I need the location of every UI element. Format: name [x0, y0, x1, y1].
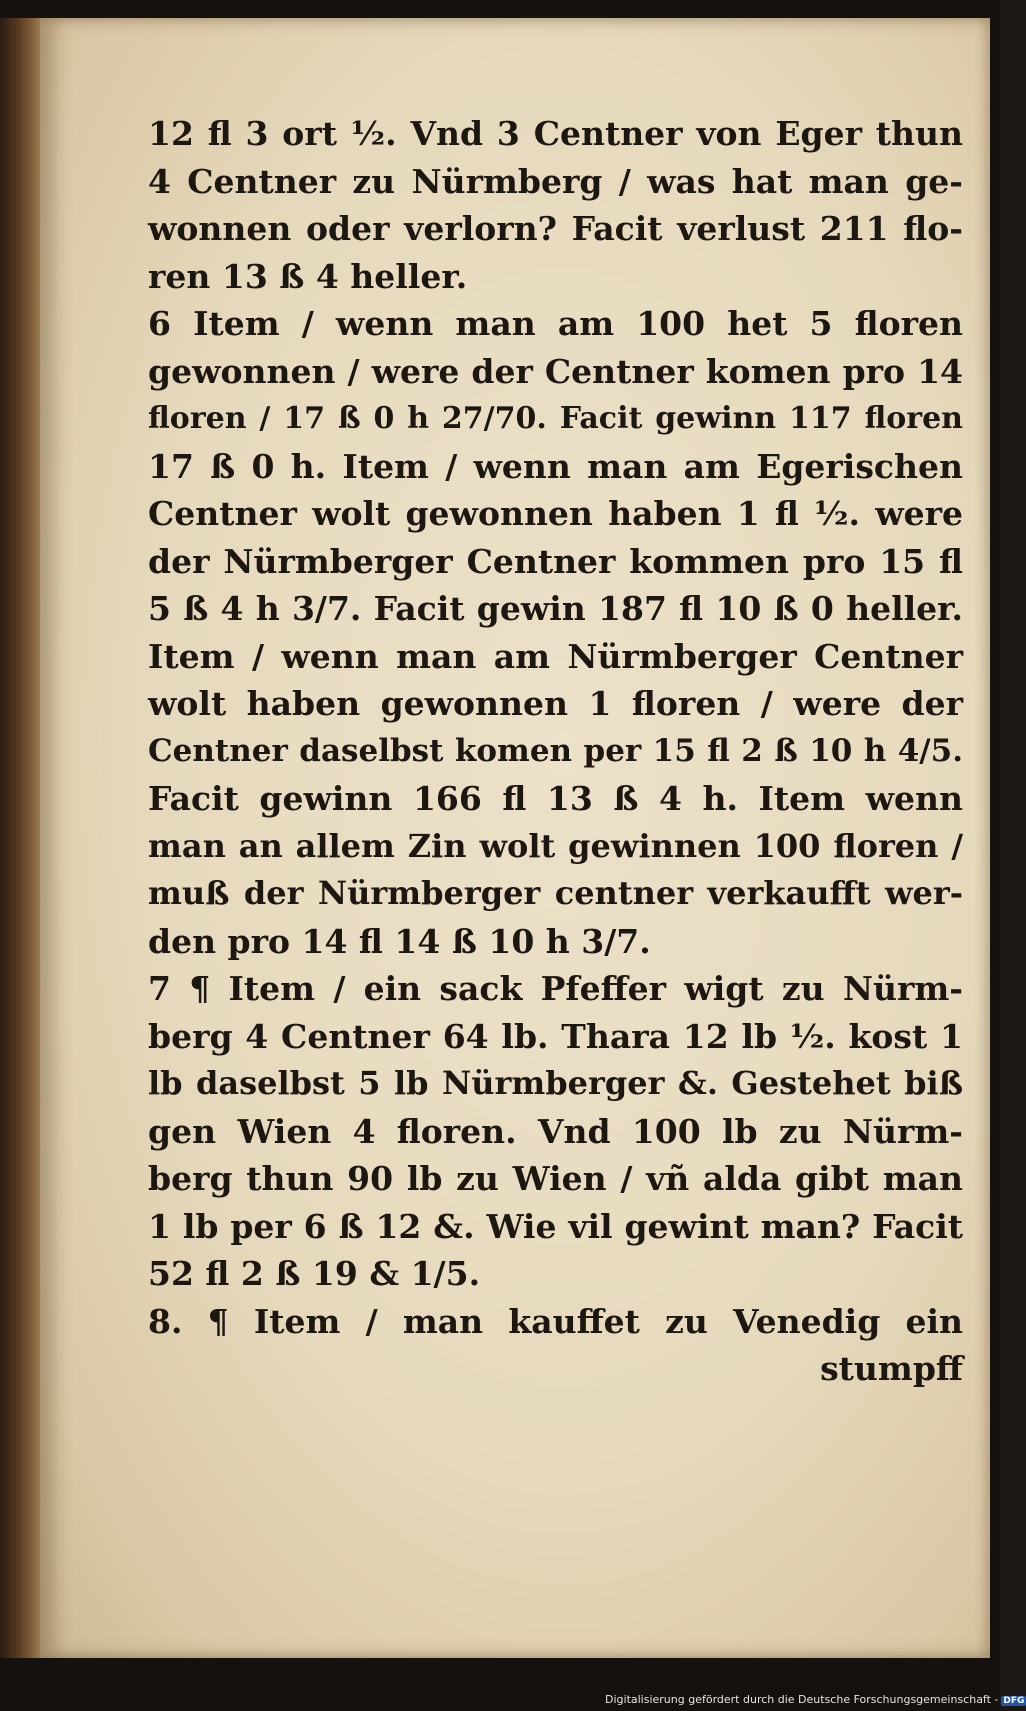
text-line: man an allem Zin wolt gewinnen 100 floren / [148, 826, 963, 865]
text-line: 8. ¶ Item / man kauffet zu Venedig ein [148, 1301, 963, 1341]
book-spine [0, 18, 44, 1658]
text-line: ren 13 ß 4 heller. [148, 256, 468, 296]
text-line: 12 fl 3 ort ½. Vnd 3 Centner von Eger thun [148, 114, 963, 153]
text-line: Facit gewinn 166 fl 13 ß 4 h. Item wenn [148, 779, 963, 818]
text-line: wolt haben gewonnen 1 floren / were der [148, 684, 963, 723]
text-line: muß der Nürmberger centner verkaufft wer- [148, 874, 963, 912]
text-line: floren / 17 ß 0 h 27/70. Facit gewinn 117 floren [148, 401, 963, 436]
text-line: berg thun 90 lb zu Wien / vñ alda gibt man [148, 1159, 963, 1198]
dfg-logo: DFG [1003, 1696, 1025, 1706]
text-line: 5 ß 4 h 3/7. Facit gewin 187 fl 10 ß 0 heller. [148, 589, 963, 628]
text-line: den pro 14 fl 14 ß 10 h 3/7. [148, 921, 651, 961]
text-line: lb daselbst 5 lb Nürmberger &. Gestehet biß [148, 1064, 963, 1102]
catchword: stumpff [820, 1349, 963, 1388]
footer-text: Digitalisierung gefördert durch die Deutsche Forschungsgemeinschaft - [605, 1693, 999, 1706]
text-line: 7 ¶ Item / ein sack Pfeffer wigt zu Nürm- [148, 969, 963, 1008]
text-block [148, 110, 963, 1393]
text-line: 17 ß 0 h. Item / wenn man am Egerischen [148, 446, 963, 486]
text-line: Centner wolt gewonnen haben 1 fl ½. were [148, 494, 963, 533]
running-head [540, 50, 800, 76]
text-line: 1 lb per 6 ß 12 &. Wie vil gewint man? Facit [148, 1206, 963, 1246]
text-line: wonnen oder verlorn? Facit verlust 211 flo- [148, 209, 963, 248]
text-line: Item / wenn man am Nürmberger Centner [148, 636, 963, 676]
text-line: gen Wien 4 floren. Vnd 100 lb zu Nürm- [148, 1111, 963, 1151]
text-line: 4 Centner zu Nürmberg / was hat man ge- [148, 161, 963, 201]
text-line: 52 fl 2 ß 19 & 1/5. [148, 1254, 481, 1293]
text-line: der Nürmberger Centner kommen pro 15 fl [148, 541, 963, 581]
text-line: Centner daselbst komen per 15 fl 2 ß 10 h 4/5. [148, 732, 963, 769]
text-line: gewonnen / were der Centner komen pro 14 [148, 351, 963, 391]
text-line: berg 4 Centner 64 lb. Thara 12 lb ½. kost 1 [148, 1016, 963, 1056]
text-line: 6 Item / wenn man am 100 het 5 floren [148, 304, 963, 343]
digitization-footer [605, 1693, 1025, 1709]
